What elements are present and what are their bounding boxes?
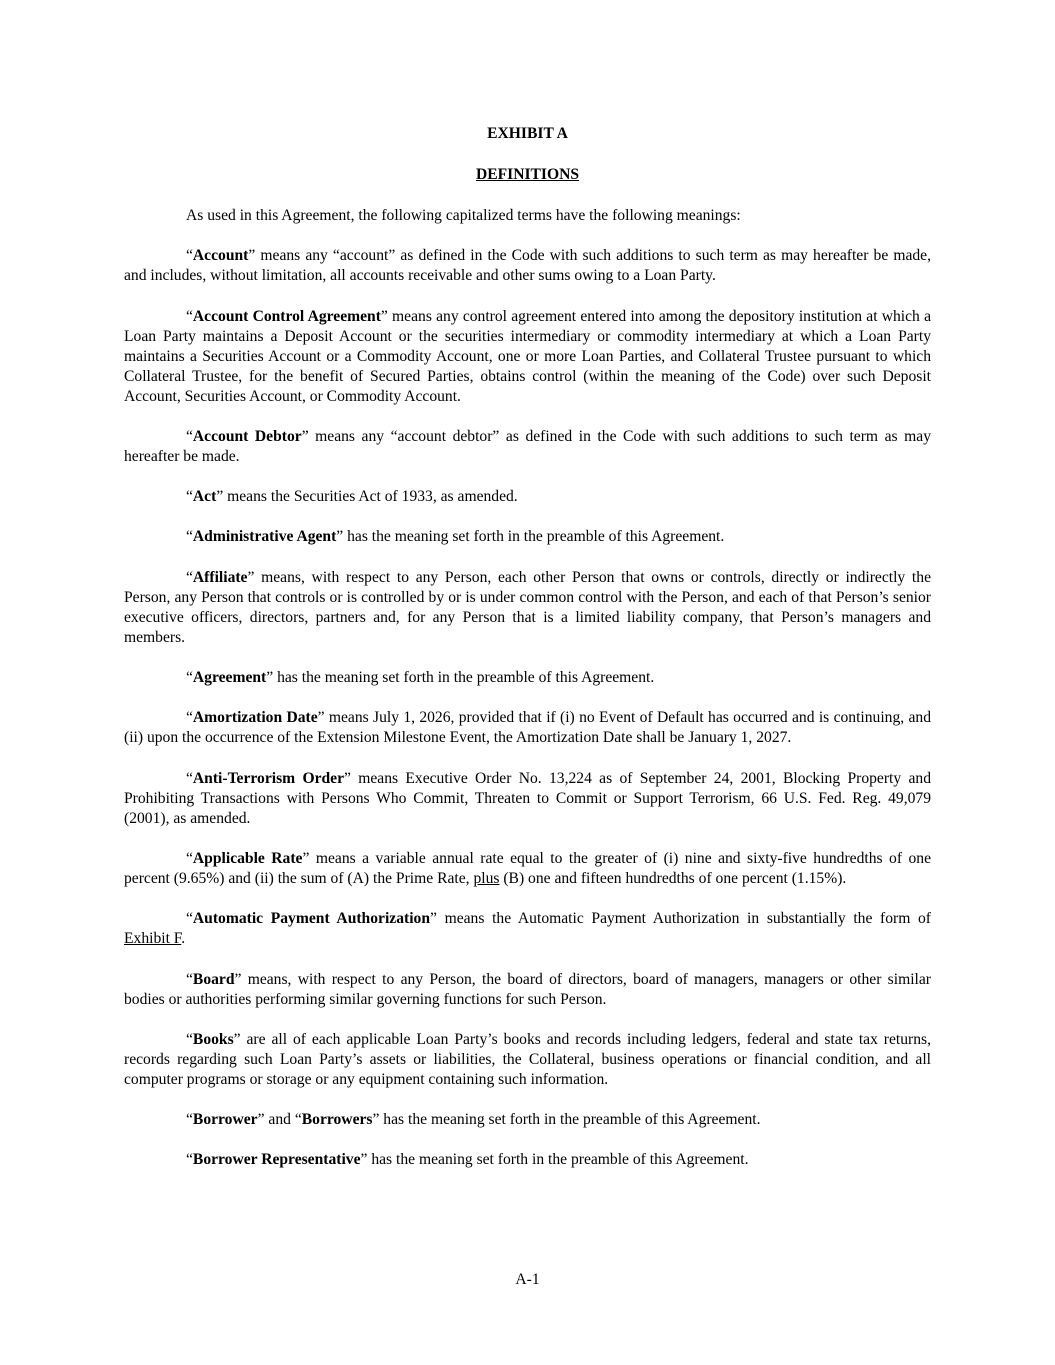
definition-paragraph: “Applicable Rate” means a variable annual rate equal to the greater of (i) nine and sixty-five hundredths of one percent (9.65%) and (ii) the sum of (A) the Prime Rate, plus (B) one and fifteen hundredths of one percent (1.15%). <box>124 849 931 887</box>
definition-paragraph: “Act” means the Securities Act of 1933, as amended. <box>186 488 518 506</box>
definition-paragraph: “Affiliate” means, with respect to any Person, each other Person that owns or controls, directly or indirectly the Person, any Person that controls or is controlled by or is under common control with the Person, and each of that Person’s senior executive officers, directors, partners and, for any Person that is a limited liability company, that Person’s managers and members. <box>124 568 931 646</box>
definition-paragraph: “Board” means, with respect to any Person, the board of directors, board of managers, managers or other similar bodies or authorities performing similar governing functions for such Person. <box>124 970 931 1008</box>
defined-term: Amortization Date <box>192 709 318 727</box>
defined-term: Borrower Representative <box>192 1151 361 1169</box>
defined-term: Administrative Agent <box>192 528 337 546</box>
defined-term: Borrowers <box>301 1111 373 1129</box>
definition-text: means any control agreement entered into among the depository institution at which a Loan Party maintains a Deposit Account or the securities intermediary or commodity intermediary at which a Loan Party maintains a Securities Account or a Commodity Account, one or more Loan Parties, and Collateral Trustee pursuant to which Collateral Trustee, for the benefit of Secured Parties, obtains control (within the meaning of the Code) over such Deposit Account, Securities Account, or Commodity Account. <box>124 307 931 405</box>
definition-text: means the Securities Act of 1933, as amended. <box>223 488 518 506</box>
definition-paragraph: “Account Control Agreement” means any control agreement entered into among the depository institution at which a Loan Party maintains a Deposit Account or the securities intermediary or commodity intermediary at which a Loan Party maintains a Securities Account or a Commodity Account, one or more Loan Parties, and Collateral Trustee pursuant to which Collateral Trustee, for the benefit of Secured Parties, obtains control (within the meaning of the Code) over such Deposit Account, Securities Account, or Commodity Account. <box>124 307 931 405</box>
defined-term: Account Control Agreement <box>192 307 381 325</box>
exhibit-title: EXHIBIT A <box>487 125 568 142</box>
definition-paragraph: “Administrative Agent” has the meaning set forth in the preamble of this Agreement. <box>186 528 725 546</box>
defined-term: Affiliate <box>192 568 248 586</box>
definition-text: means a variable annual rate equal to the greater of (i) nine and sixty-five hundredths of one percent (9.65%) and (ii) the sum of (A) the Prime Rate, <box>124 849 931 887</box>
underlined-word: plus <box>473 869 500 887</box>
defined-term: Account <box>192 247 249 265</box>
page-number: A-1 <box>515 1271 540 1288</box>
exhibit-reference: Exhibit F <box>124 930 182 948</box>
definition-text: means any “account” as defined in the Code with such additions to such term as may hereafter be made, and includes, without limitation, all accounts receivable and other sums owing to a Loan Party. <box>124 247 931 285</box>
definition-paragraph: “Account Debtor” means any “account debtor” as defined in the Code with such additions to such term as may hereafter be made. <box>124 427 931 465</box>
defined-term: Act <box>192 488 217 506</box>
definition-text: means, with respect to any Person, the board of directors, board of managers, managers or other similar bodies or authorities performing similar governing functions for such Person. <box>124 970 931 1008</box>
intro-paragraph: As used in this Agreement, the following capitalized terms have the following meanings: <box>186 207 741 224</box>
definition-text: has the meaning set forth in the preamble of this Agreement. <box>273 669 655 687</box>
definition-paragraph: “Account” means any “account” as defined in the Code with such additions to such term as may hereafter be made, and includes, without limitation, all accounts receivable and other sums owing to a Loan Party. <box>124 247 931 285</box>
definition-text: . <box>181 930 186 948</box>
definition-paragraph: “Automatic Payment Authorization” means the Automatic Payment Authorization in substantially the form of Exhibit F. <box>124 910 931 948</box>
definition-text: ” has the meaning set forth in the preamble of this Agreement. <box>372 1111 761 1129</box>
definition-text: means, with respect to any Person, each other Person that owns or controls, directly or indirectly the Person, any Person that controls or is controlled by or is under common control with the Person, and each of that Person’s senior executive officers, directors, partners and, for any Person that is a limited liability company, that Person’s managers and members. <box>124 568 931 646</box>
definition-text: means July 1, 2026, provided that if (i) no Event of Default has occurred and is continuing, and (ii) upon the occurrence of the Extension Milestone Event, the Amortization Date shall be January 1, 2027. <box>124 709 931 747</box>
defined-term: Board <box>192 970 235 988</box>
definition-text: means Executive Order No. 13,224 as of September 24, 2001, Blocking Property and Prohibiting Transactions with Persons Who Commit, Threaten to Commit or Support Terrorism, 66 U.S. Fed. Reg. 49,079 (2001), as amended. <box>124 769 931 827</box>
definition-text: means the Automatic Payment Authorization in substantially the form of <box>436 910 931 928</box>
defined-term: Automatic Payment Authorization <box>192 910 430 928</box>
definition-paragraph: “Agreement” has the meaning set forth in the preamble of this Agreement. <box>186 669 655 687</box>
definition-text: has the meaning set forth in the preamble of this Agreement. <box>343 528 725 546</box>
defined-term: Anti-Terrorism Order <box>192 769 345 787</box>
defined-term: Borrower <box>192 1111 258 1129</box>
definition-paragraph: “Amortization Date” means July 1, 2026, provided that if (i) no Event of Default has occurred and is continuing, and (ii) upon the occurrence of the Extension Milestone Event, the Amortization Date shall be January 1, 2027. <box>124 709 931 747</box>
definition-paragraph: “Borrower” and “Borrowers” has the meaning set forth in the preamble of this Agreement. <box>186 1111 761 1129</box>
section-title: DEFINITIONS <box>475 166 580 183</box>
defined-term: Applicable Rate <box>192 849 303 867</box>
definition-text: means any “account debtor” as defined in the Code with such additions to such term as may hereafter be made. <box>124 427 931 465</box>
definition-text: are all of each applicable Loan Party’s books and records including ledgers, federal and state tax returns, records regarding such Loan Party’s assets or liabilities, the Collateral, business operations or financial condition, and all computer programs or storage or any equipment containing such information. <box>124 1030 931 1088</box>
definition-text: (B) one and fifteen hundredths of one percent (1.15%). <box>499 869 847 887</box>
definition-paragraph: “Borrower Representative” has the meaning set forth in the preamble of this Agreement. <box>186 1151 749 1169</box>
defined-term: Account Debtor <box>192 427 302 445</box>
defined-term: Agreement <box>192 669 267 687</box>
definition-text: has the meaning set forth in the preamble of this Agreement. <box>367 1151 749 1169</box>
defined-term: Books <box>192 1030 234 1048</box>
definition-paragraph: “Books” are all of each applicable Loan Party’s books and records including ledgers, federal and state tax returns, records regarding such Loan Party’s assets or liabilities, the Collateral, business operations or financial condition, and all computer programs or storage or any equipment containing such information. <box>124 1030 931 1088</box>
definition-paragraph: “Anti-Terrorism Order” means Executive Order No. 13,224 as of September 24, 2001, Blocking Property and Prohibiting Transactions with Persons Who Commit, Threaten to Commit or Support Terrorism, 66 U.S. Fed. Reg. 49,079 (2001), as amended. <box>124 769 931 827</box>
definitions-body <box>124 206 931 1191</box>
